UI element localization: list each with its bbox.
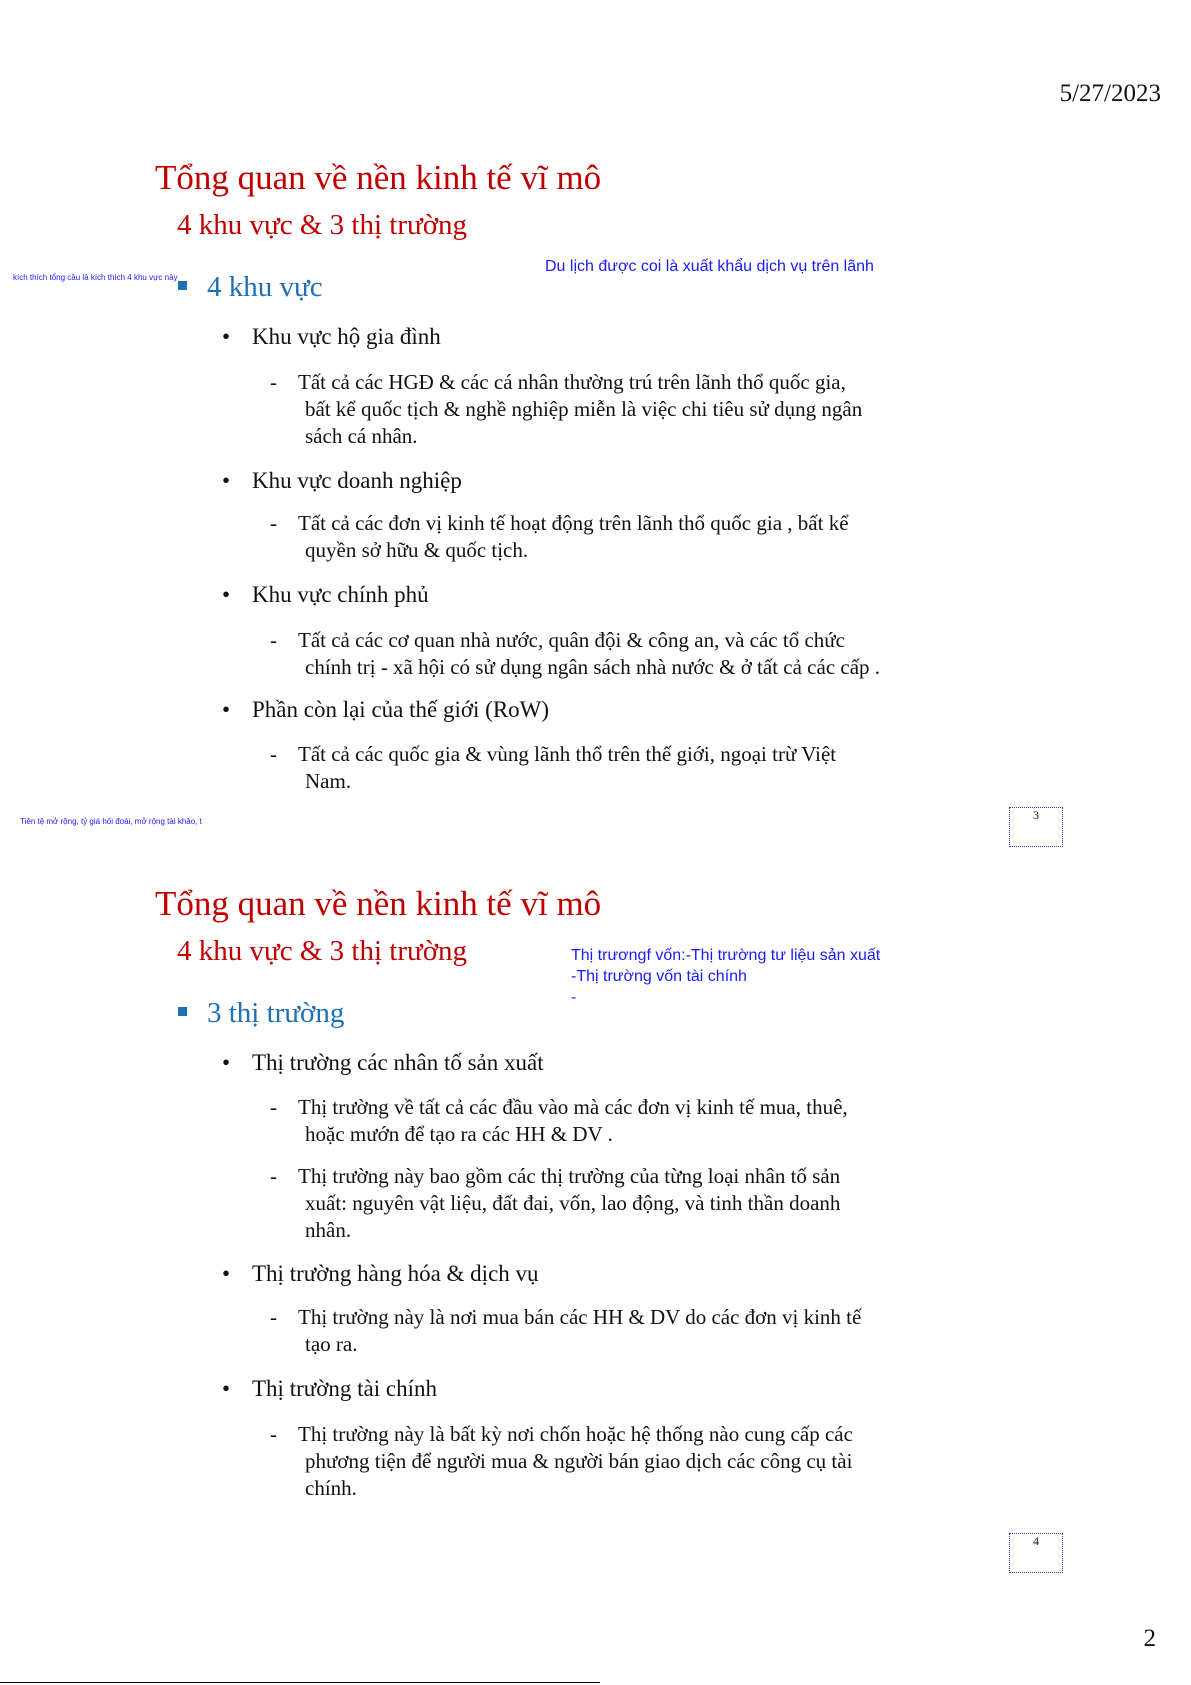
slide-number-box: 3 [1009,807,1063,847]
item-description: - Tất cả các cơ quan nhà nước, quân đội & công an, và các tổ chức chính trị - xã hội có sử dụng ngân sách nhà nước & ở tất cả các cấp . [270,628,881,679]
square-bullet-icon [178,281,187,290]
slide-title: Tổng quan về nền kinh tế vĩ mô [155,158,602,197]
square-bullet-icon [178,1007,187,1016]
page-date: 5/27/2023 [1059,80,1161,107]
slide-subtitle: 4 khu vực & 3 thị trường [177,209,468,241]
item-description: - Tất cả các quốc gia & vùng lãnh thổ trên thế giới, ngoại trừ Việt Nam. [270,742,837,793]
slide-title: Tổng quan về nền kinh tế vĩ mô [155,884,602,923]
section-heading: 4 khu vực [178,271,323,304]
list-item: • Khu vực doanh nghiệp [222,468,462,493]
slide-number-box: 4 [1009,1533,1063,1573]
slide-subtitle: 4 khu vực & 3 thị trường [177,935,468,967]
item-description: - Thị trường về tất cả các đầu vào mà các đơn vị kinh tế mua, thuê, hoặc mướn để tạo ra các HH & DV . [270,1095,848,1146]
section-heading: 3 thị trường [178,997,344,1030]
item-description: - Tất cả các đơn vị kinh tế hoạt động trên lãnh thổ quốc gia , bất kể quyền sở hữu & quốc tịch. [270,511,849,562]
page-number: 2 [1143,1625,1156,1652]
annotation-note: Du lịch được coi là xuất khẩu dịch vụ trên lãnh [545,258,874,275]
list-item: • Khu vực chính phủ [222,582,429,607]
annotation-note: Thị trươngf vốn:-Thị trường tư liệu sản xuất -Thị trường vốn tài chính - [571,947,881,1006]
item-description: - Tất cả các HGĐ & các cá nhân thường trú trên lãnh thổ quốc gia, bất kể quốc tịch & nghề nghiệp miễn là việc chi tiêu sử dụng ngân sách cá nhân. [270,370,863,448]
item-description: - Thị trường này là nơi mua bán các HH & DV do các đơn vị kinh tế tạo ra. [270,1305,862,1356]
list-item: • Thị trường hàng hóa & dịch vụ [222,1261,539,1286]
list-item: • Phần còn lại của thế giới (RoW) [222,697,550,722]
bottom-divider [0,1682,600,1683]
item-description: - Thị trường này là bất kỳ nơi chốn hoặc hệ thống nào cung cấp các phương tiện để người mua & người bán giao dịch các công cụ tài chính. [270,1422,853,1500]
annotation-note: kích thích tổng cầu là kích thích 4 khu vực này [13,273,178,282]
annotation-note: Tiền tệ mở rộng, tỷ giá hối đoái, mở rộng tài khảo, t [20,817,202,826]
list-item: • Thị trường tài chính [222,1376,437,1401]
list-item: • Thị trường các nhân tố sản xuất [222,1050,544,1075]
list-item: • Khu vực hộ gia đình [222,324,441,349]
item-description: - Thị trường này bao gồm các thị trường của từng loại nhân tố sản xuất: nguyên vật liệu, đất đai, vốn, lao động, và tinh thần doanh nhân. [270,1164,841,1242]
